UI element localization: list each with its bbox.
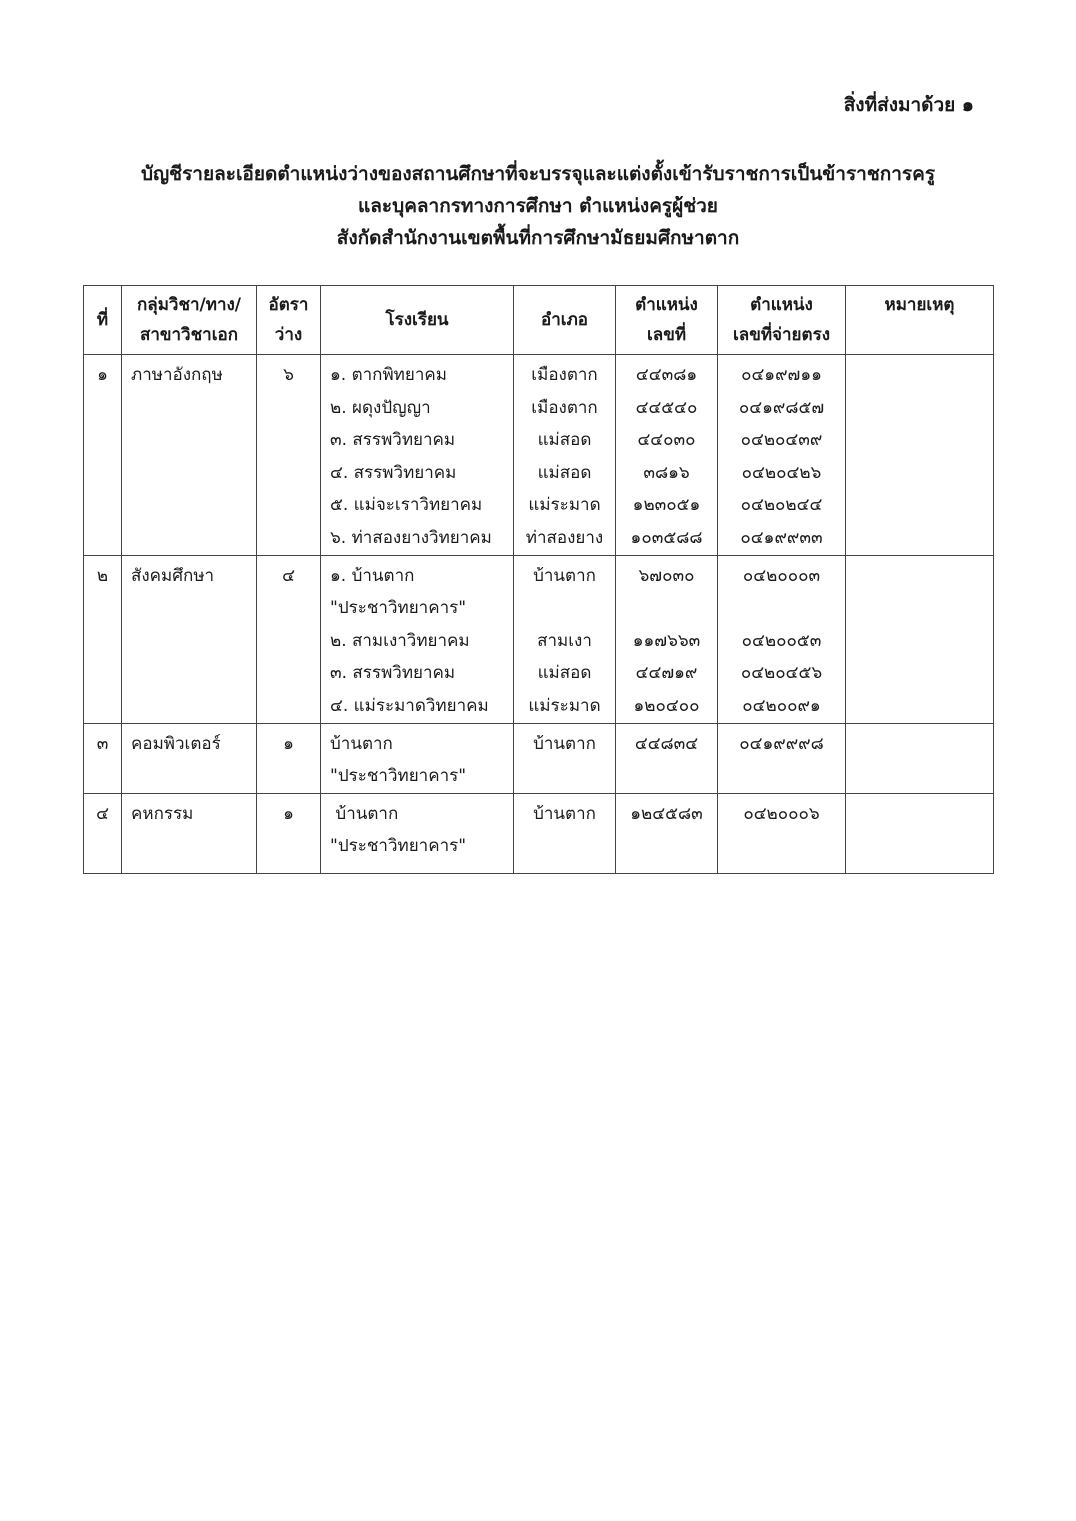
group-number: ๓ — [96, 733, 109, 754]
group-subject: คอมพิวเตอร์ — [131, 733, 221, 754]
district-name — [514, 592, 615, 625]
school-name: "ประชาวิทยาคาร" — [330, 598, 467, 619]
table-row — [84, 793, 994, 873]
district-name: บ้านตาก — [533, 803, 596, 824]
pay-number: ๐๔๒๐๐๙๑ — [742, 695, 821, 716]
header-subject-line1: กลุ่มวิชา/ทาง/ — [136, 295, 242, 315]
group-subject: คหกรรม — [131, 803, 194, 824]
note-cell — [846, 355, 994, 556]
school-name: ๖. ท่าสองยางวิทยาคม — [330, 527, 492, 548]
pay-number: ๐๔๒๐๐๐๓ — [742, 565, 821, 586]
group-rate: ๔ — [282, 565, 295, 586]
school-name: "ประชาวิทยาคาร" — [330, 836, 467, 857]
pay-number: ๐๔๑๙๙๙๘ — [739, 733, 824, 754]
school-name: ๔. แม่ระมาดวิทยาคม — [330, 695, 489, 716]
position-number: ๔๔๐๓๐ — [637, 430, 696, 451]
pay-number: ๐๔๑๙๗๑๑ — [741, 365, 822, 385]
pay-number: ๐๔๒๐๔๕๖ — [740, 663, 823, 684]
group-number: ๒ — [96, 565, 109, 586]
school-name: ๓. สรรพวิทยาคม — [330, 663, 456, 684]
header-rate — [257, 286, 321, 355]
position-number: ๔๔๗๑๙ — [635, 663, 698, 684]
district-name: บ้านตาก — [533, 733, 596, 754]
header-subject — [122, 286, 257, 355]
district-name: ท่าสองยาง — [525, 527, 604, 548]
group-subject: สังคมศึกษา — [131, 565, 215, 586]
district-name: สามเงา — [537, 630, 592, 651]
header-school: โรงเรียน — [321, 286, 514, 355]
school-name: ๒. สามเงาวิทยาคม — [330, 630, 470, 651]
school-name: ๕. แม่จะเราวิทยาคม — [330, 495, 483, 516]
group-rate: ๑ — [283, 803, 294, 824]
note-cell — [846, 793, 994, 873]
position-number: ๑๑๗๖๖๓ — [632, 630, 701, 651]
header-district: อำเภอ — [514, 286, 616, 355]
title-line-1: บัญชีรายละเอียดตำแหน่งว่างของสถานศึกษาที่จะบรรจุและแต่งตั้งเข้ารับราชการเป็นข้าราชการครู — [140, 163, 936, 185]
table-row — [84, 723, 994, 793]
school-name: ๒. ผดุงปัญญา — [330, 397, 431, 418]
position-number: ๑๒๐๔๐๐ — [633, 695, 700, 716]
pay-number: ๐๔๒๐๐๕๓ — [741, 630, 822, 651]
position-number: ๑๒๓๐๕๑ — [632, 495, 701, 516]
header-pay-line2: เลขที่จ่ายตรง — [733, 325, 830, 345]
group-subject: ภาษาอังกฤษ — [131, 365, 223, 385]
attachment-label: สิ่งที่ส่งมาด้วย ๑ — [843, 94, 974, 116]
position-number: ๔๔๘๓๔ — [634, 733, 699, 754]
header-rate-line2: ว่าง — [274, 325, 303, 345]
district-name: บ้านตาก — [533, 565, 596, 586]
pay-number: ๐๔๒๐๔๓๙ — [740, 430, 823, 451]
group-number: ๑ — [97, 365, 108, 385]
position-number — [616, 760, 717, 793]
school-name: บ้านตาก — [330, 733, 393, 754]
pay-number — [718, 830, 845, 863]
title-line-3: สังกัดสำนักงานเขตพื้นที่การศึกษามัธยมศึกษาตาก — [336, 227, 740, 249]
document-title — [0, 158, 1076, 254]
pay-number: ๐๔๒๐๔๒๖ — [741, 462, 822, 483]
school-name: ๑. ตากพิทยาคม — [330, 365, 447, 385]
pay-number: ๐๔๒๐๐๐๖ — [743, 803, 820, 824]
position-number: ๖๗๐๓๐ — [638, 565, 695, 586]
table-row — [84, 355, 994, 556]
district-name: แม่สอด — [537, 430, 592, 451]
school-name: ๓. สรรพวิทยาคม — [330, 430, 456, 451]
pay-number — [718, 592, 845, 625]
position-number — [616, 592, 717, 625]
school-name: ๔. สรรพวิทยาคม — [330, 462, 457, 483]
note-cell — [846, 555, 994, 723]
position-number: ๓๘๑๖ — [643, 462, 690, 483]
district-name: แม่ระมาด — [528, 495, 601, 516]
title-line-2: และบุคลากรทางการศึกษา ตำแหน่งครูผู้ช่วย — [358, 195, 718, 217]
school-name: บ้านตาก — [330, 803, 399, 824]
district-name — [514, 760, 615, 793]
header-no: ที่ — [84, 286, 122, 355]
district-name: แม่ระมาด — [528, 695, 601, 716]
pay-number: ๐๔๑๙๘๕๗ — [738, 397, 825, 418]
position-number — [616, 830, 717, 863]
group-rate: ๑ — [283, 733, 294, 754]
district-name — [514, 830, 615, 863]
position-number: ๔๔๓๘๑ — [635, 365, 698, 385]
header-rate-line1: อัตรา — [268, 295, 309, 315]
header-position-line1: ตำแหน่ง — [635, 295, 698, 315]
header-position-line2: เลขที่ — [646, 325, 687, 345]
header-pay-line1: ตำแหน่ง — [750, 295, 813, 315]
position-number: ๑๐๓๕๘๘ — [630, 527, 703, 548]
school-name: ๑. บ้านตาก — [330, 565, 415, 586]
table-row — [84, 555, 994, 723]
header-subject-line2: สาขาวิชาเอก — [139, 325, 239, 345]
header-note: หมายเหตุ — [846, 286, 994, 355]
district-name: เมืองตาก — [531, 365, 598, 385]
district-name: แม่สอด — [537, 663, 592, 684]
pay-number — [718, 760, 845, 793]
group-number: ๔ — [96, 803, 109, 824]
district-name: แม่สอด — [537, 462, 592, 483]
header-pay — [718, 286, 846, 355]
position-number: ๑๒๔๕๘๓ — [630, 803, 703, 824]
note-cell — [846, 723, 994, 793]
pay-number: ๐๔๑๙๙๓๓ — [740, 527, 823, 548]
position-number: ๔๔๕๔๐ — [635, 397, 698, 418]
header-position — [616, 286, 718, 355]
school-name: "ประชาวิทยาคาร" — [330, 766, 467, 787]
district-name: เมืองตาก — [531, 397, 598, 418]
pay-number: ๐๔๒๐๒๔๔ — [740, 495, 823, 516]
header-row — [84, 286, 994, 355]
group-rate: ๖ — [283, 365, 294, 385]
vacancy-table — [83, 285, 994, 874]
